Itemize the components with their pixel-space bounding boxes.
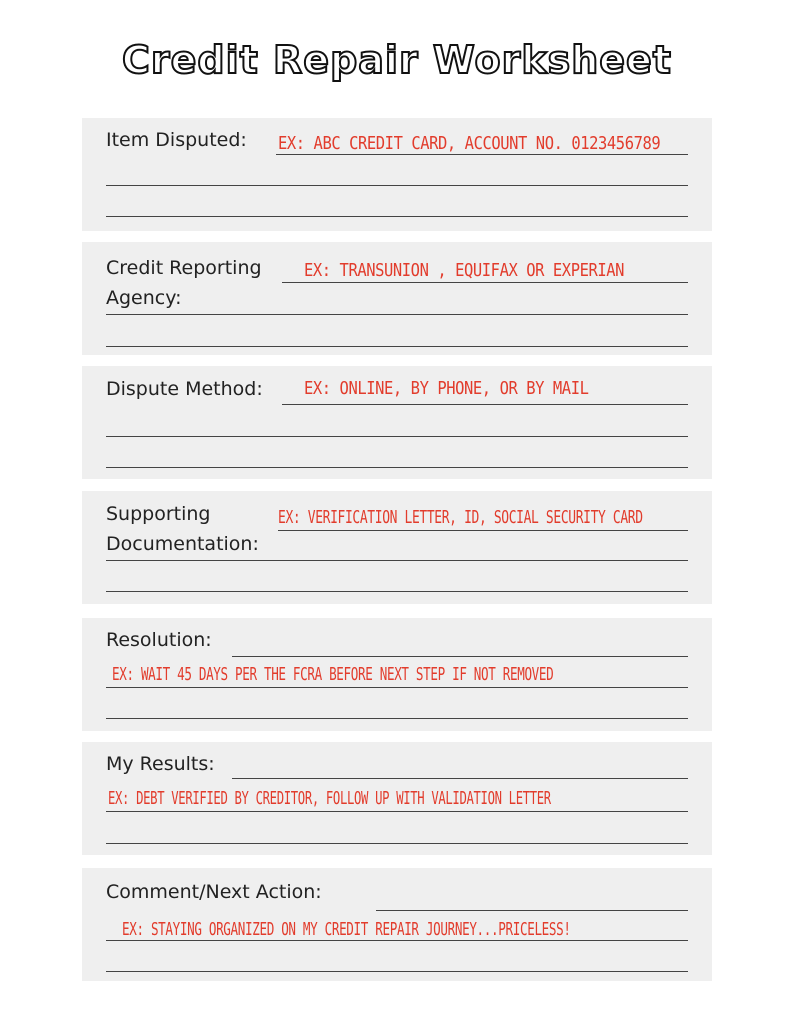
supporting-documentation-example[interactable]: EX: VERIFICATION LETTER, ID, SOCIAL SECURITY CARD bbox=[278, 507, 643, 528]
my-results-line-2 bbox=[106, 811, 688, 812]
resolution-label: Resolution: bbox=[106, 629, 212, 651]
comment-next-action-line-1 bbox=[376, 910, 688, 911]
my-results-line-3 bbox=[106, 843, 688, 844]
resolution-line-3 bbox=[106, 718, 688, 719]
section-my-results bbox=[82, 742, 712, 855]
item-disputed-label: Item Disputed: bbox=[106, 129, 247, 151]
supporting-documentation-line-1 bbox=[278, 530, 688, 531]
comment-next-action-label: Comment/Next Action: bbox=[106, 881, 322, 903]
dispute-method-example[interactable]: EX: ONLINE, BY PHONE, OR BY MAIL bbox=[304, 378, 589, 399]
credit-reporting-example[interactable]: EX: TRANSUNION , EQUIFAX OR EXPERIAN bbox=[304, 260, 625, 281]
comment-next-action-line-3 bbox=[106, 971, 688, 972]
my-results-example[interactable]: EX: DEBT VERIFIED BY CREDITOR, FOLLOW UP WITH VALIDATION LETTER bbox=[108, 788, 551, 809]
section-resolution bbox=[82, 618, 712, 731]
item-disputed-line-1 bbox=[276, 154, 688, 155]
dispute-method-line-3 bbox=[106, 467, 688, 468]
section-credit-reporting-agency bbox=[82, 242, 712, 355]
resolution-line-2 bbox=[106, 687, 688, 688]
resolution-example[interactable]: EX: WAIT 45 DAYS PER THE FCRA BEFORE NEXT STEP IF NOT REMOVED bbox=[112, 664, 554, 685]
item-disputed-example[interactable]: EX: ABC CREDIT CARD, ACCOUNT NO. 0123456789 bbox=[278, 133, 661, 154]
section-comment-next-action bbox=[82, 868, 712, 981]
section-dispute-method bbox=[82, 366, 712, 479]
section-item-disputed bbox=[82, 118, 712, 231]
item-disputed-line-3 bbox=[106, 216, 688, 217]
dispute-method-line-2 bbox=[106, 436, 688, 437]
comment-next-action-example[interactable]: EX: STAYING ORGANIZED ON MY CREDIT REPAIR JOURNEY...PRICELESS! bbox=[122, 919, 571, 940]
my-results-line-1 bbox=[232, 778, 688, 779]
credit-reporting-label-line2: Agency: bbox=[106, 287, 182, 309]
supporting-documentation-line-2 bbox=[106, 560, 688, 561]
comment-next-action-line-2 bbox=[106, 940, 688, 941]
supporting-documentation-label-line2: Documentation: bbox=[106, 533, 259, 555]
my-results-label: My Results: bbox=[106, 753, 215, 775]
credit-reporting-line-1 bbox=[282, 282, 688, 283]
credit-reporting-line-2 bbox=[106, 314, 688, 315]
dispute-method-label: Dispute Method: bbox=[106, 378, 263, 400]
supporting-documentation-line-3 bbox=[106, 591, 688, 592]
credit-reporting-line-3 bbox=[106, 346, 688, 347]
page-title: Credit Repair Worksheet bbox=[122, 38, 672, 82]
supporting-documentation-label-line1: Supporting bbox=[106, 503, 211, 525]
credit-reporting-label-line1: Credit Reporting bbox=[106, 257, 262, 279]
section-supporting-documentation bbox=[82, 491, 712, 604]
resolution-line-1 bbox=[232, 656, 688, 657]
dispute-method-line-1 bbox=[282, 404, 688, 405]
item-disputed-line-2 bbox=[106, 185, 688, 186]
